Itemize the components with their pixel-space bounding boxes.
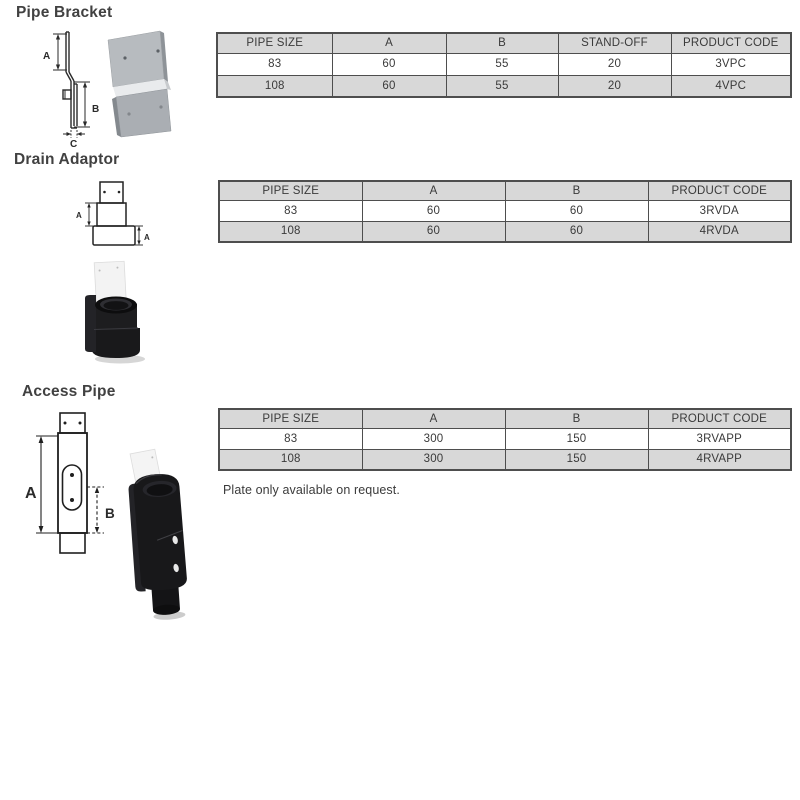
access-pipe-product-image <box>124 448 198 622</box>
table-cell: 60 <box>362 221 505 242</box>
column-header: PRODUCT CODE <box>648 181 791 200</box>
column-header: B <box>446 33 558 53</box>
column-header: B <box>505 409 648 428</box>
table-cell: 3VPC <box>671 53 791 75</box>
dim-c-label: C <box>70 139 78 148</box>
table-cell: 108 <box>219 449 362 470</box>
table-cell: 60 <box>332 53 446 75</box>
table-cell: 4RVAPP <box>648 449 791 470</box>
column-header: PIPE SIZE <box>219 409 362 428</box>
drain-adaptor-table <box>218 180 792 243</box>
table-cell: 150 <box>505 428 648 449</box>
column-header: PIPE SIZE <box>219 181 362 200</box>
table-cell: 83 <box>219 200 362 221</box>
table-cell: 60 <box>505 200 648 221</box>
table-cell: 4VPC <box>671 75 791 97</box>
table-cell: 60 <box>332 75 446 97</box>
table-cell: 300 <box>362 449 505 470</box>
table-cell: 300 <box>362 428 505 449</box>
table-header-row <box>219 181 791 200</box>
table-row <box>217 53 791 75</box>
table-cell: 150 <box>505 449 648 470</box>
column-header: PIPE SIZE <box>217 33 332 53</box>
table-cell: 4RVDA <box>648 221 791 242</box>
table-cell: 108 <box>217 75 332 97</box>
drain-adaptor-title: Drain Adaptor <box>14 151 120 168</box>
column-header: PRODUCT CODE <box>648 409 791 428</box>
table-row <box>219 428 791 449</box>
dim-a-label: A <box>43 51 51 62</box>
access-pipe-diagram <box>25 405 117 560</box>
pipe-bracket-title: Pipe Bracket <box>16 4 113 21</box>
dim-a-right-label: A <box>144 233 150 242</box>
table-cell: 60 <box>362 200 505 221</box>
table-row <box>219 221 791 242</box>
access-pipe-table <box>218 408 792 471</box>
drain-adaptor-diagram <box>58 172 152 252</box>
pipe-bracket-table <box>216 32 792 98</box>
table-row <box>219 200 791 221</box>
column-header: B <box>505 181 648 200</box>
column-header: A <box>332 33 446 53</box>
table-cell: 3RVAPP <box>648 428 791 449</box>
access-pipe-title: Access Pipe <box>22 383 116 400</box>
table-row <box>219 449 791 470</box>
table-header-row <box>219 409 791 428</box>
table-cell: 20 <box>558 75 671 97</box>
drain-adaptor-product-image <box>80 258 150 366</box>
table-row <box>217 75 791 97</box>
dim-b-label: B <box>92 104 100 115</box>
table-cell: 108 <box>219 221 362 242</box>
column-header: STAND-OFF <box>558 33 671 53</box>
dim-a-left-label: A <box>76 211 82 220</box>
pipe-bracket-product-image <box>96 26 178 140</box>
dim-b-label: B <box>105 506 115 521</box>
dim-a-label: A <box>25 485 37 502</box>
table-cell: 83 <box>219 428 362 449</box>
table-cell: 55 <box>446 53 558 75</box>
table-cell: 83 <box>217 53 332 75</box>
column-header: A <box>362 181 505 200</box>
availability-note: Plate only available on request. <box>223 483 400 497</box>
table-cell: 55 <box>446 75 558 97</box>
table-header-row <box>217 33 791 53</box>
column-header: A <box>362 409 505 428</box>
table-cell: 60 <box>505 221 648 242</box>
column-header: PRODUCT CODE <box>671 33 791 53</box>
table-cell: 3RVDA <box>648 200 791 221</box>
table-cell: 20 <box>558 53 671 75</box>
